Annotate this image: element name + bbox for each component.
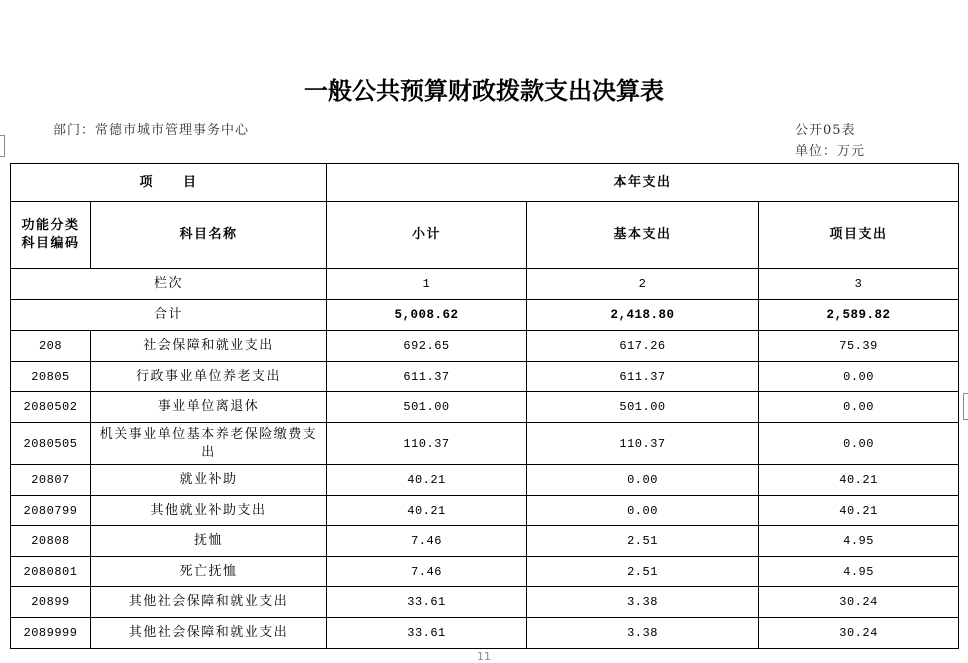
header-row-1 (11, 164, 959, 202)
column-index-2: 2 (527, 269, 759, 300)
page-number: 11 (477, 650, 491, 663)
row-subtotal: 7.46 (327, 526, 527, 557)
total-label: 合计 (11, 300, 327, 331)
total-row (11, 300, 959, 331)
table-row (11, 526, 959, 557)
row-basic: 3.38 (527, 587, 759, 618)
row-subtotal: 33.61 (327, 618, 527, 649)
unit-label: 单位：万元 (795, 144, 866, 159)
column-index-row (11, 269, 959, 300)
row-code: 2080801 (11, 557, 91, 587)
subject-name-header: 科目名称 (91, 202, 327, 269)
basic-expenditure-header: 基本支出 (527, 202, 759, 269)
row-basic: 0.00 (527, 496, 759, 526)
row-code: 20807 (11, 465, 91, 496)
table-row (11, 362, 959, 392)
row-basic: 3.38 (527, 618, 759, 649)
row-name: 其他社会保障和就业支出 (91, 618, 327, 649)
row-subtotal: 7.46 (327, 557, 527, 587)
row-basic: 617.26 (527, 331, 759, 362)
row-project: 30.24 (759, 618, 959, 649)
row-subtotal: 40.21 (327, 496, 527, 526)
table-row (11, 392, 959, 423)
row-code: 20808 (11, 526, 91, 557)
row-basic: 110.37 (527, 423, 759, 465)
row-subtotal: 33.61 (327, 587, 527, 618)
expenditure-table (10, 163, 959, 649)
page-edge-mark-right (963, 393, 968, 420)
row-project: 4.95 (759, 557, 959, 587)
table-row (11, 423, 959, 465)
row-code: 2080505 (11, 423, 91, 465)
row-project: 0.00 (759, 392, 959, 423)
table-row (11, 587, 959, 618)
column-index-1: 1 (327, 269, 527, 300)
total-subtotal: 5,008.62 (327, 300, 527, 331)
row-code: 20805 (11, 362, 91, 392)
row-name: 社会保障和就业支出 (91, 331, 327, 362)
row-name: 抚恤 (91, 526, 327, 557)
item-header: 项 目 (11, 164, 327, 202)
row-code: 20899 (11, 587, 91, 618)
row-name: 行政事业单位养老支出 (91, 362, 327, 392)
column-index-3: 3 (759, 269, 959, 300)
row-project: 4.95 (759, 526, 959, 557)
row-name: 就业补助 (91, 465, 327, 496)
function-code-header-line2: 科目编码 (21, 236, 80, 251)
function-code-header-line1: 功能分类 (21, 218, 80, 233)
row-name: 死亡抚恤 (91, 557, 327, 587)
row-name: 事业单位离退休 (91, 392, 327, 423)
column-index-label: 栏次 (11, 269, 327, 300)
table-row (11, 618, 959, 649)
row-project: 0.00 (759, 423, 959, 465)
row-code: 2080502 (11, 392, 91, 423)
row-basic: 611.37 (527, 362, 759, 392)
header-row-2 (11, 202, 959, 269)
row-project: 30.24 (759, 587, 959, 618)
subtotal-header: 小计 (327, 202, 527, 269)
table-row (11, 465, 959, 496)
row-code: 208 (11, 331, 91, 362)
row-basic: 501.00 (527, 392, 759, 423)
row-project: 40.21 (759, 496, 959, 526)
row-code: 2080799 (11, 496, 91, 526)
table-row (11, 496, 959, 526)
page-edge-mark-left (0, 135, 5, 157)
row-subtotal: 110.37 (327, 423, 527, 465)
row-subtotal: 611.37 (327, 362, 527, 392)
total-project: 2,589.82 (759, 300, 959, 331)
row-code: 2089999 (11, 618, 91, 649)
row-name: 机关事业单位基本养老保险缴费支出 (91, 423, 327, 465)
row-subtotal: 40.21 (327, 465, 527, 496)
function-code-header (11, 202, 91, 269)
row-project: 75.39 (759, 331, 959, 362)
table-row (11, 557, 959, 587)
current-year-expenditure-header: 本年支出 (327, 164, 959, 202)
page-title: 一般公共预算财政拨款支出决算表 (304, 77, 664, 105)
row-project: 40.21 (759, 465, 959, 496)
project-expenditure-header: 项目支出 (759, 202, 959, 269)
department-label: 部门：常德市城市管理事务中心 (53, 123, 250, 138)
row-basic: 0.00 (527, 465, 759, 496)
row-basic: 2.51 (527, 557, 759, 587)
form-code-label: 公开05表 (795, 123, 856, 138)
total-basic: 2,418.80 (527, 300, 759, 331)
row-name: 其他就业补助支出 (91, 496, 327, 526)
row-name: 其他社会保障和就业支出 (91, 587, 327, 618)
row-subtotal: 692.65 (327, 331, 527, 362)
table-row (11, 331, 959, 362)
row-subtotal: 501.00 (327, 392, 527, 423)
row-project: 0.00 (759, 362, 959, 392)
row-basic: 2.51 (527, 526, 759, 557)
